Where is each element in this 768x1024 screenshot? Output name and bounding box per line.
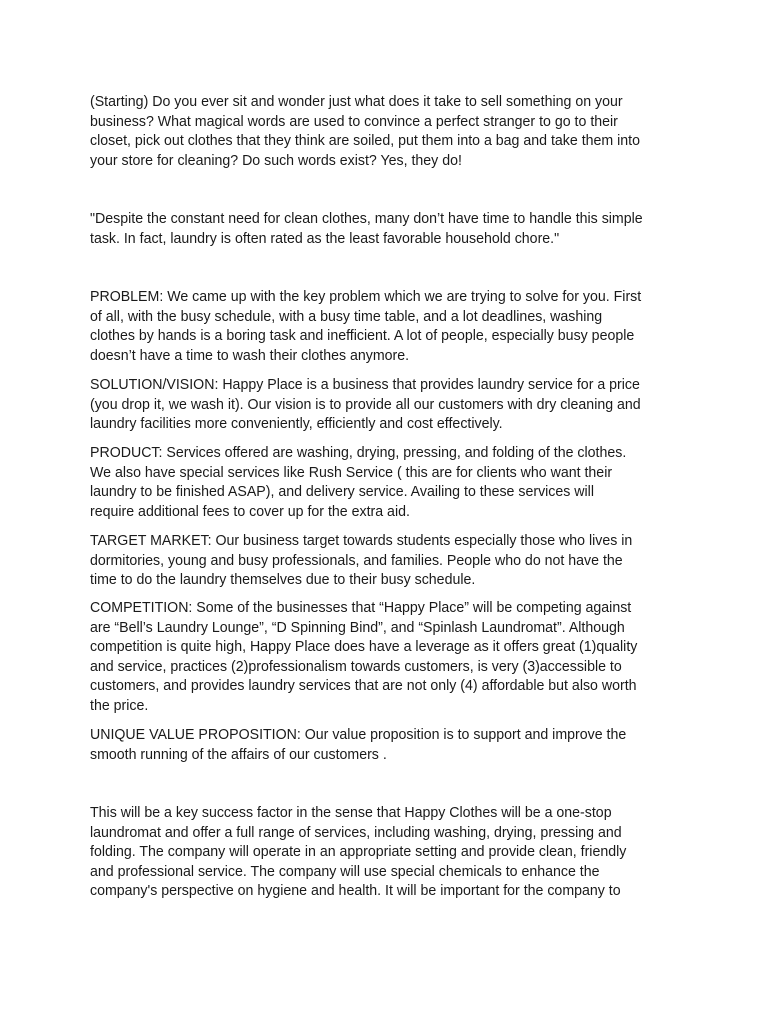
paragraph-competition: COMPETITION: Some of the businesses that “Happy Place” will be competing against are “Bell’s Laundry Lounge”, “D Spinning Bind”, and “Spinlash Laundromat”. Although competition is quite high, Happy Place does have a leverage as it offers great (1)quality and service, practices (2)professionalism towards customers, is very (3)accessible to customers, and provides laundry services that are not only (4) affordable but also worth the price. xyxy=(90,600,638,714)
paragraph-problem: PROBLEM: We came up with the key problem which we are trying to solve for you. First of all, with the busy schedule, with a busy time table, and a lot deadlines, washing clothes by hands is a boring task and inefficient. A lot of people, especially busy people doesn’t have a time to wash their clothes anymore. xyxy=(90,289,642,364)
paragraph-intro: (Starting) Do you ever sit and wonder just what does it take to sell something on your business? What magical words are used to convince a perfect stranger to go to their closet, pick out clothes that they think are soiled, put them into a bag and take them into your store for cleaning? Do such words exist? Yes, they do! xyxy=(90,94,640,169)
paragraph-quote: "Despite the constant need for clean clothes, many don’t have time to handle this simple task. In fact, laundry is often rated as the least favorable household chore." xyxy=(90,211,643,247)
paragraph-product: PRODUCT: Services offered are washing, drying, pressing, and folding of the clothes. We also have special services like Rush Service ( this are for clients who want their laundry to be finished ASAP), and delivery service. Availing to these services will require additional fees to cover up for the extra aid. xyxy=(90,445,627,520)
paragraph-unique-value-proposition: UNIQUE VALUE PROPOSITION: Our value proposition is to support and improve the smooth running of the affairs of our customers . xyxy=(90,727,627,763)
paragraph-target-market: TARGET MARKET: Our business target towards students especially those who lives in dormitories, young and busy professionals, and families. People who do not have the time to do the laundry themselves due to their busy schedule. xyxy=(90,533,633,589)
paragraph-solution-vision: SOLUTION/VISION: Happy Place is a business that provides laundry service for a price (you drop it, we wash it). Our vision is to provide all our customers with dry cleaning and laundry facilities more conveniently, efficiently and cost effectively. xyxy=(90,377,641,433)
paragraph-key-success-factor: This will be a key success factor in the sense that Happy Clothes will be a one-stop laundromat and offer a full range of services, including washing, drying, pressing and folding. The company will operate in an appropriate setting and provide clean, friendly and professional service. The company will use special chemicals to enhance the company's perspective on hygiene and health. It will be important for the company to xyxy=(90,805,627,900)
